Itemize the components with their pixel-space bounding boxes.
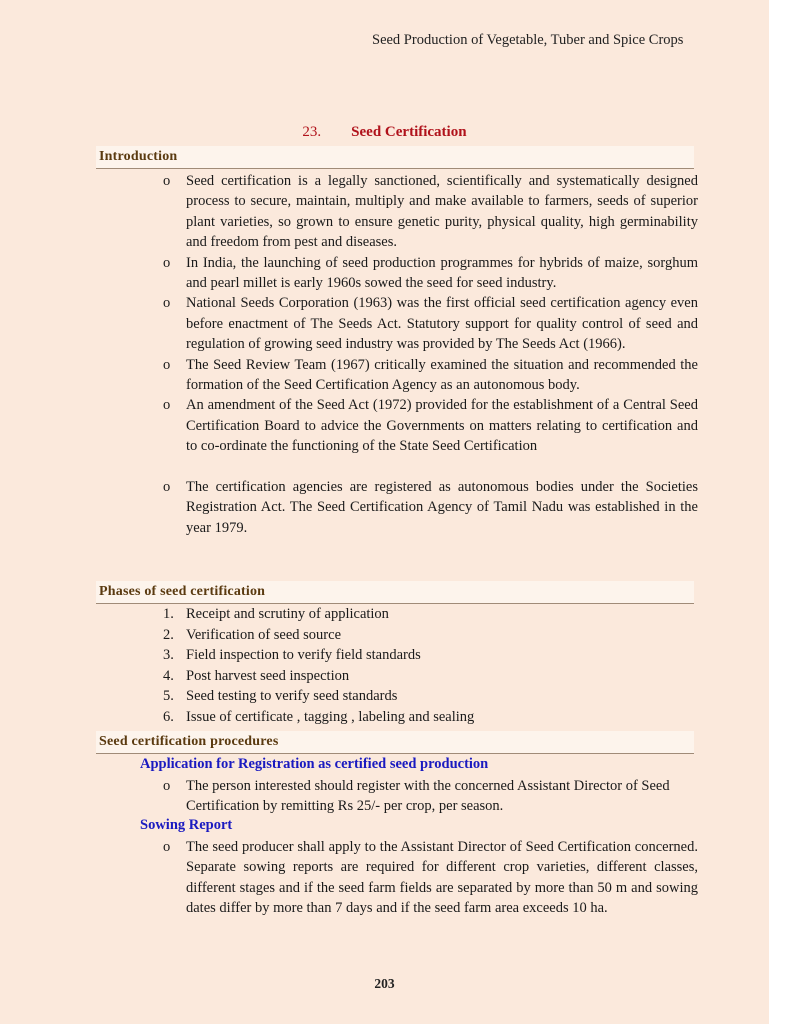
list-item-text: Post harvest seed inspection [186, 667, 350, 684]
list-item-text: The Seed Review Team (1967) critically examined the situation and recommended the formation of the Seed Certification Agency as an autonomous body. [186, 356, 698, 394]
section-heading-procedures [96, 731, 694, 754]
list-item-text: An amendment of the Seed Act (1972) provided for the establishment of a Central Seed Certification Board to advice the Governments on matters relating to certification and to co-ordinate the functioning of the State Seed Certification [186, 397, 698, 455]
list-item-text: The seed producer shall apply to the Assistant Director of Seed Certification concerned. Separate sowing reports are required for different crop varieties, different classes, different stages and if the seed farm fields are separated by more than 50 m and sowing dates differ by more than 7 days and if the seed farm area exceeds 10 ha. [186, 839, 698, 917]
bullet-marker: o [163, 173, 171, 189]
list-item [163, 625, 698, 646]
list-item [163, 837, 698, 919]
section-heading-text: Seed certification procedures [99, 734, 279, 749]
list-item [163, 686, 698, 707]
list-item [163, 355, 698, 396]
list-item [163, 171, 698, 253]
list-item [163, 645, 698, 666]
bullet-marker: o [163, 356, 171, 373]
bullet-marker: o [163, 295, 171, 312]
list-item-text: National Seeds Corporation (1963) was the first official seed certification agency even before enactment of The Seeds Act. Statutory support for quality control of seed and regulation of growing seed industry was provided by The Seeds Act (1966). [186, 295, 698, 353]
page-number: 203 [374, 976, 395, 991]
chapter-number: 23. [302, 124, 322, 140]
bullet-marker: o [163, 397, 171, 414]
list-item [163, 253, 698, 294]
list-item-text: In India, the launching of seed production programmes for hybrids of maize, sorghum and pearl millet is early 1960s sowed the seed for seed industry. [186, 254, 698, 292]
list-item-text: The certification agencies are registered as autonomous bodies under the Societies Registration Act. The Seed Certification Agency of Tamil Nadu was established in the year 1979. [186, 478, 698, 536]
section-heading-phases [96, 581, 694, 604]
list-item-text: Seed certification is a legally sanctioned, scientifically and systematically designed process to secure, maintain, multiply and make available to farmers, seeds of superior plant varieties, so grown to ensure genetic purity, physical quality, high germinability and freedom from pest and diseases. [186, 173, 698, 251]
list-number: 2. [163, 626, 174, 643]
application-list [163, 776, 698, 817]
list-item-text: Receipt and scrutiny of application [186, 606, 389, 622]
list-item [163, 707, 698, 728]
list-item [163, 293, 698, 354]
section-heading-introduction [96, 146, 694, 169]
list-item-text: Verification of seed source [186, 626, 342, 643]
list-item [163, 666, 698, 687]
list-number: 6. [163, 708, 174, 725]
section-heading-text: Introduction [99, 149, 178, 164]
phases-list [163, 604, 698, 728]
subheading-application-registration: Application for Registration as certified seed production [140, 756, 489, 772]
list-item [163, 604, 698, 625]
list-number: 4. [163, 667, 174, 684]
list-item-text: Issue of certificate , tagging , labeling and sealing [186, 708, 475, 725]
section-heading-text: Phases of seed certification [99, 584, 266, 599]
introduction-list [163, 171, 698, 538]
chapter-title [0, 124, 769, 141]
running-header: Seed Production of Vegetable, Tuber and Spice Crops [372, 32, 684, 48]
list-item-text: Field inspection to verify field standards [186, 647, 421, 664]
bullet-marker: o [163, 839, 171, 855]
list-number: 5. [163, 688, 174, 705]
list-item [163, 395, 698, 456]
list-number: 3. [163, 647, 174, 664]
chapter-title-text: Seed Certification [351, 124, 467, 140]
list-item-text: Seed testing to verify seed standards [186, 688, 398, 705]
sowing-report-list [163, 837, 698, 919]
subheading-sowing-report: Sowing Report [140, 817, 233, 833]
list-item [163, 776, 698, 817]
bullet-marker: o [163, 254, 171, 271]
list-item [163, 477, 698, 538]
list-number: 1. [163, 606, 174, 622]
bullet-marker: o [163, 478, 171, 495]
bullet-marker: o [163, 778, 171, 794]
list-item-text: The person interested should register with the concerned Assistant Director of Seed Certification by remitting Rs 25/- per crop, per season. [186, 778, 670, 815]
